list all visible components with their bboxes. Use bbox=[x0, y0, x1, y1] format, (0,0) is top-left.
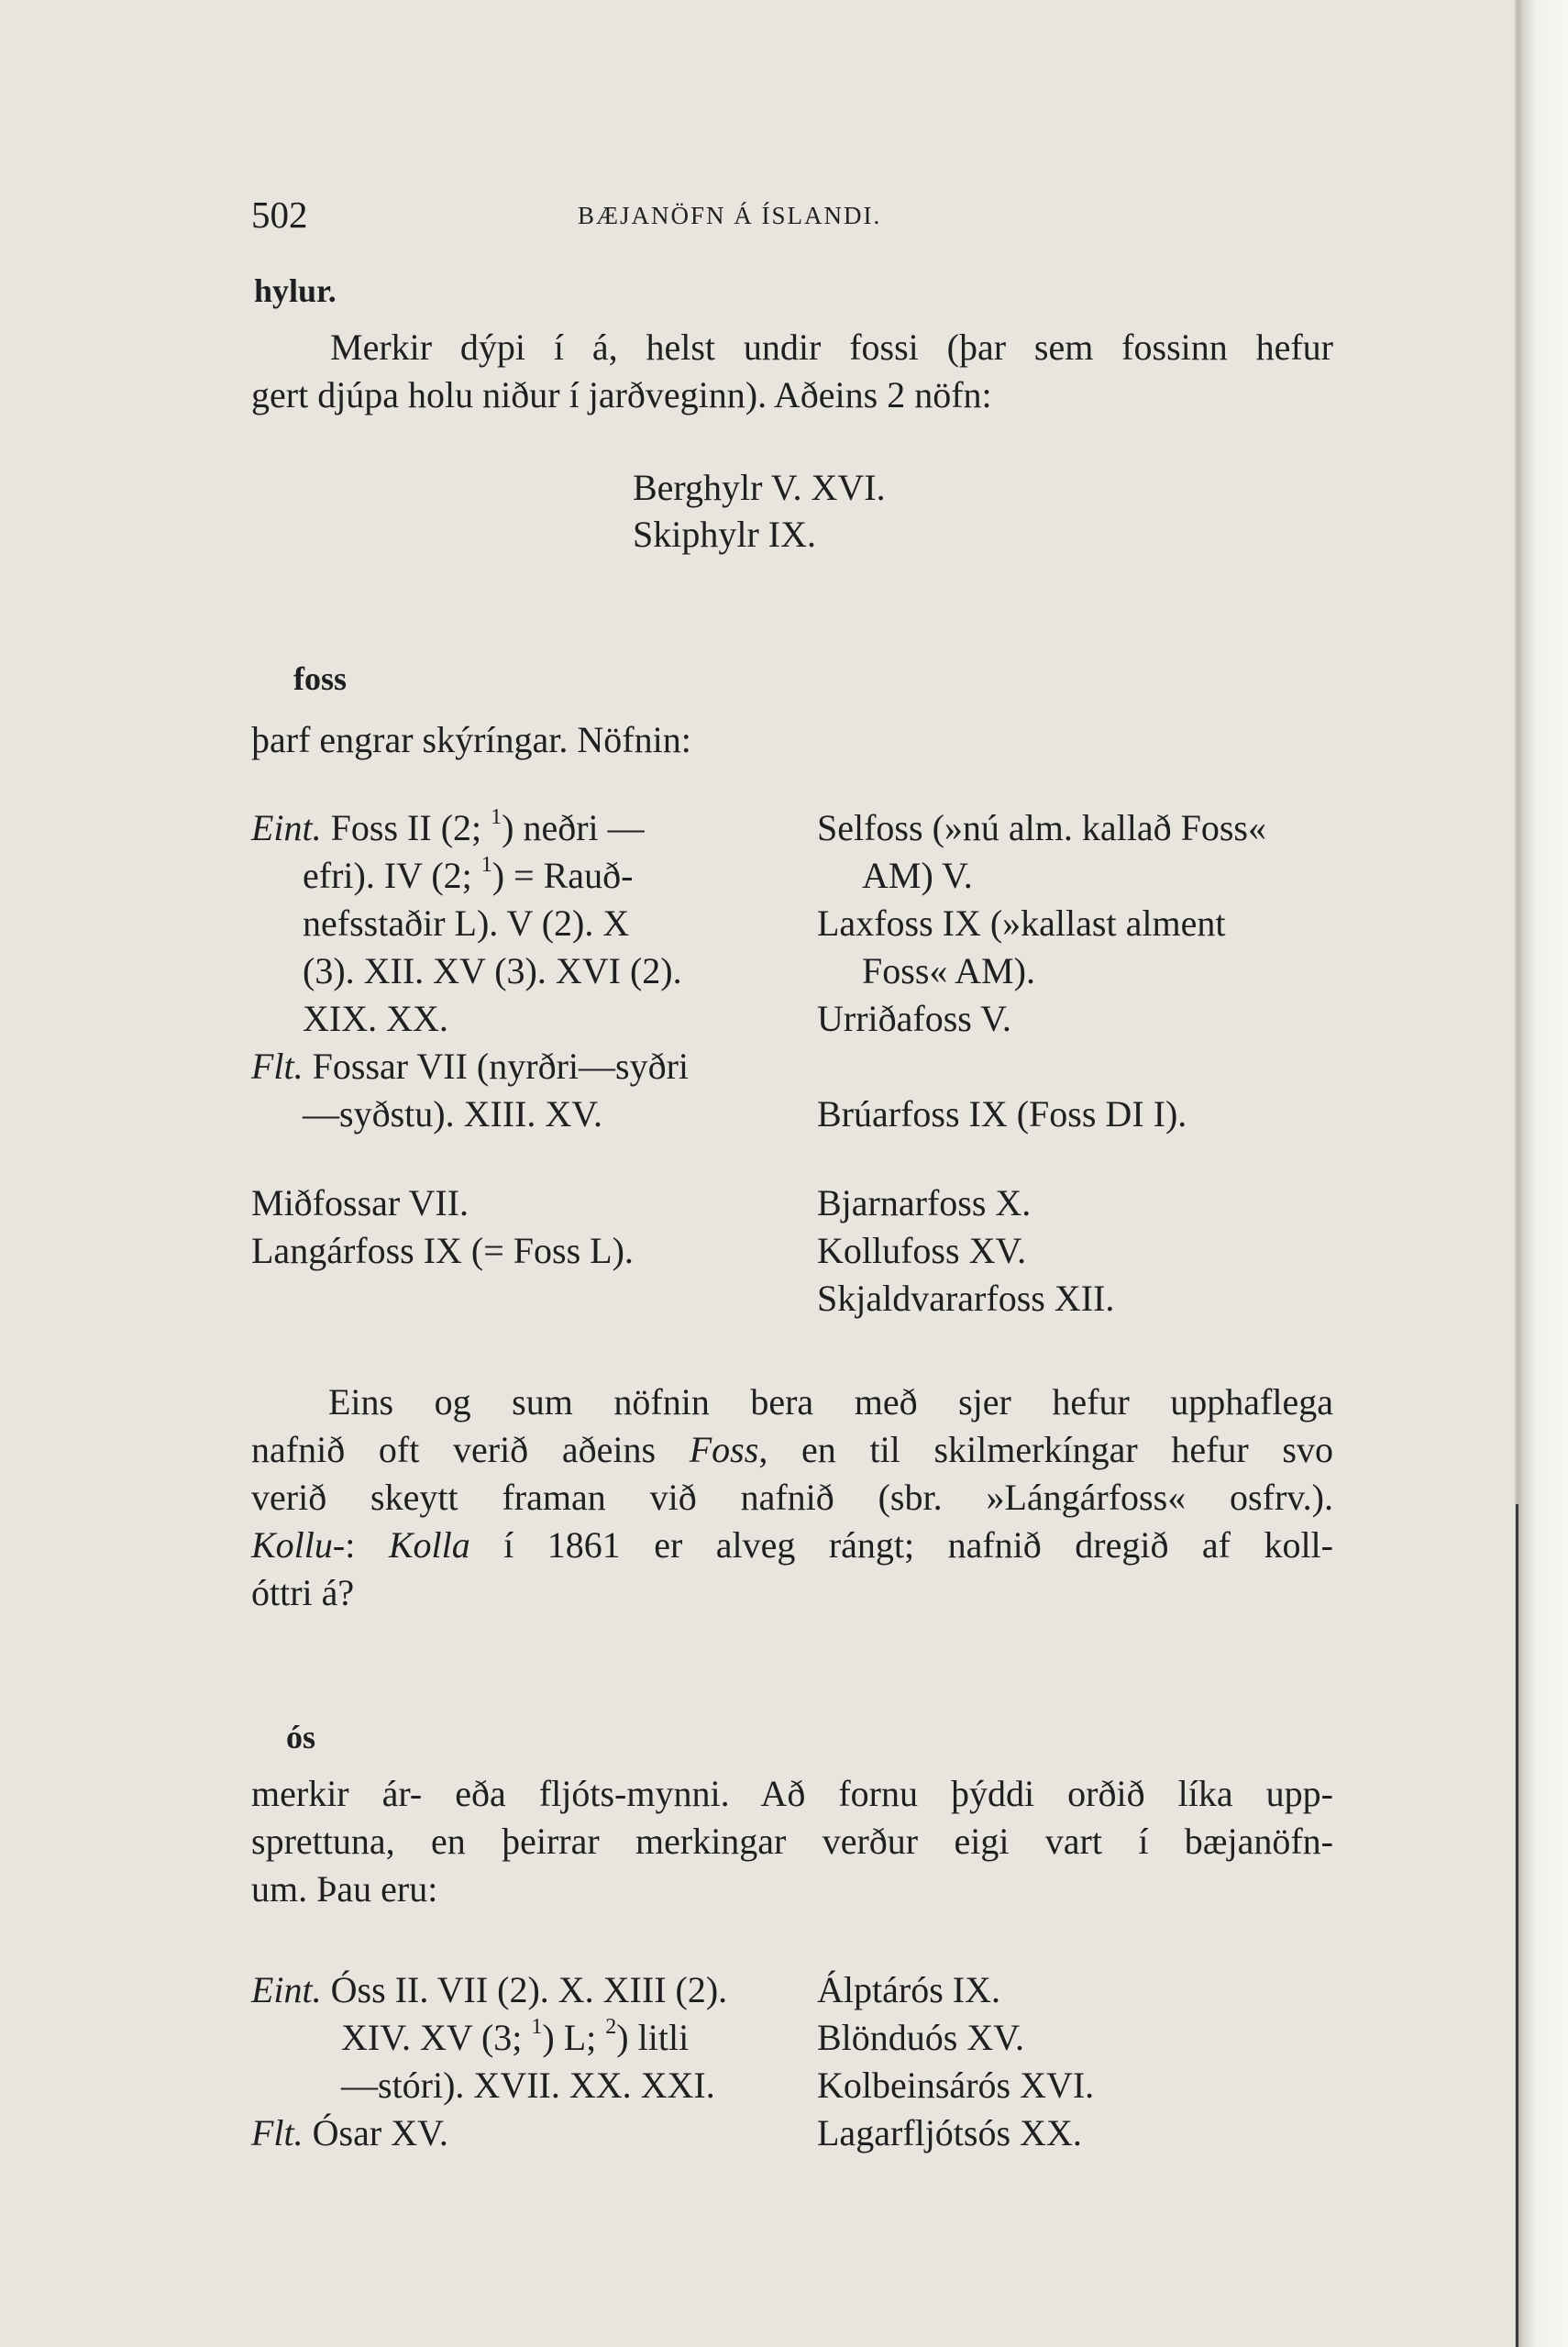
foss-left-line-9: Langárfoss IX (= Foss L). bbox=[251, 1230, 634, 1271]
foss-right-line-9: Skjaldvararfoss XII. bbox=[817, 1278, 1115, 1319]
hylur-name-berghylr: Berghylr V. XVI. bbox=[633, 467, 886, 508]
foss-right-line-7: Bjarnarfoss X. bbox=[817, 1182, 1032, 1223]
running-title: BÆJANÖFN Á ÍSLANDI. bbox=[578, 202, 882, 229]
label-eint: Eint. bbox=[251, 1969, 322, 2010]
os-left-line-1: Eint. Óss II. VII (2). X. XIII (2). bbox=[251, 1969, 728, 2010]
os-left-line-3: —stóri). XVII. XX. XXI. bbox=[341, 2065, 715, 2106]
os-left-line-4: Flt. Ósar XV. bbox=[251, 2112, 448, 2153]
hylur-intro-line-1: Merkir dýpi í á, helst undir fossi (þar sem fossinn hefur bbox=[330, 327, 1333, 368]
foss-left-line-5: XIX. XX. bbox=[303, 998, 448, 1039]
foss-right-line-5: Urriðafoss V. bbox=[817, 998, 1011, 1039]
foss-right-line-2: AM) V. bbox=[862, 855, 973, 896]
label-flt: Flt. bbox=[251, 2112, 304, 2153]
foss-left-line-8: Miðfossar VII. bbox=[251, 1182, 469, 1223]
footnote-ref: 1 bbox=[480, 853, 492, 877]
foss-right-line-3: Laxfoss IX (»kallast alment bbox=[817, 902, 1226, 944]
foss-note-line-1: Eins og sum nöfnin bera með sjer hefur upphaflega bbox=[328, 1381, 1333, 1423]
foss-left-line-3: nefsstaðir L). V (2). X bbox=[303, 902, 630, 944]
os-intro-line-2: sprettuna, en þeirrar merkingar verður eigi vart í bæjanöfn- bbox=[251, 1821, 1333, 1862]
foss-right-line-4: Foss« AM). bbox=[862, 950, 1035, 991]
foss-left-line-7: —syðstu). XIII. XV. bbox=[303, 1093, 603, 1135]
os-right-line-4: Lagarfljótsós XX. bbox=[817, 2112, 1082, 2153]
footnote-ref: 1 bbox=[491, 805, 502, 829]
os-right-line-1: Álptárós IX. bbox=[817, 1969, 1000, 2010]
foss-note-line-5: óttri á? bbox=[251, 1572, 355, 1613]
binding-line bbox=[1516, 1504, 1518, 2347]
foss-left-line-6: Flt. Fossar VII (nyrðri—syðri bbox=[251, 1046, 690, 1087]
os-left-line-2: XIV. XV (3; $^1$) L; $^2$) litli bbox=[341, 2015, 690, 2058]
foss-intro: þarf engrar skýríngar. Nöfnin: bbox=[251, 719, 691, 760]
foss-note-line-4: Kollu-: Kolla í 1861 er alveg rángt; nafnið dregið af koll- bbox=[251, 1524, 1333, 1566]
label-eint: Eint. bbox=[251, 807, 322, 848]
headword-foss: foss bbox=[293, 660, 348, 697]
foss-left-line-2: efri). IV (2; $^1$) = Rauð- bbox=[303, 853, 634, 896]
hylur-name-skiphylr: Skiphylr IX. bbox=[633, 514, 816, 555]
os-right-line-2: Blönduós XV. bbox=[817, 2017, 1024, 2058]
headword-os: ós bbox=[286, 1719, 316, 1755]
headword-hylur: hylur. bbox=[254, 272, 337, 309]
hylur-intro-line-2: gert djúpa holu niður í jarðveginn). Aðeins 2 nöfn: bbox=[251, 374, 992, 415]
footnote-ref: 1 bbox=[531, 2015, 543, 2039]
foss-right-line-1: Selfoss (»nú alm. kallað Foss« bbox=[817, 807, 1266, 848]
footnote-ref: 2 bbox=[605, 2015, 617, 2039]
os-right-line-3: Kolbeinsárós XVI. bbox=[817, 2065, 1095, 2106]
foss-right-line-6: Brúarfoss IX (Foss DI I). bbox=[817, 1093, 1187, 1135]
os-intro-line-1: merkir ár- eða fljóts-mynni. Að fornu þýddi orðið líka upp- bbox=[251, 1773, 1333, 1814]
foss-left-line-1: Eint. Foss II (2; $^1$) neðri — bbox=[251, 805, 645, 848]
os-intro-line-3: um. Þau eru: bbox=[251, 1868, 438, 1910]
foss-right-line-8: Kollufoss XV. bbox=[817, 1230, 1027, 1271]
page-edge bbox=[1515, 0, 1568, 2347]
label-flt: Flt. bbox=[251, 1046, 304, 1087]
foss-note-line-2: nafnið oft verið aðeins Foss, en til skilmerkíngar hefur svo bbox=[251, 1429, 1333, 1470]
page-number: 502 bbox=[251, 194, 308, 236]
foss-left-line-4: (3). XII. XV (3). XVI (2). bbox=[303, 950, 682, 991]
foss-note-line-3: verið skeytt framan við nafnið (sbr. »Lángárfoss« osfrv.). bbox=[251, 1477, 1333, 1518]
